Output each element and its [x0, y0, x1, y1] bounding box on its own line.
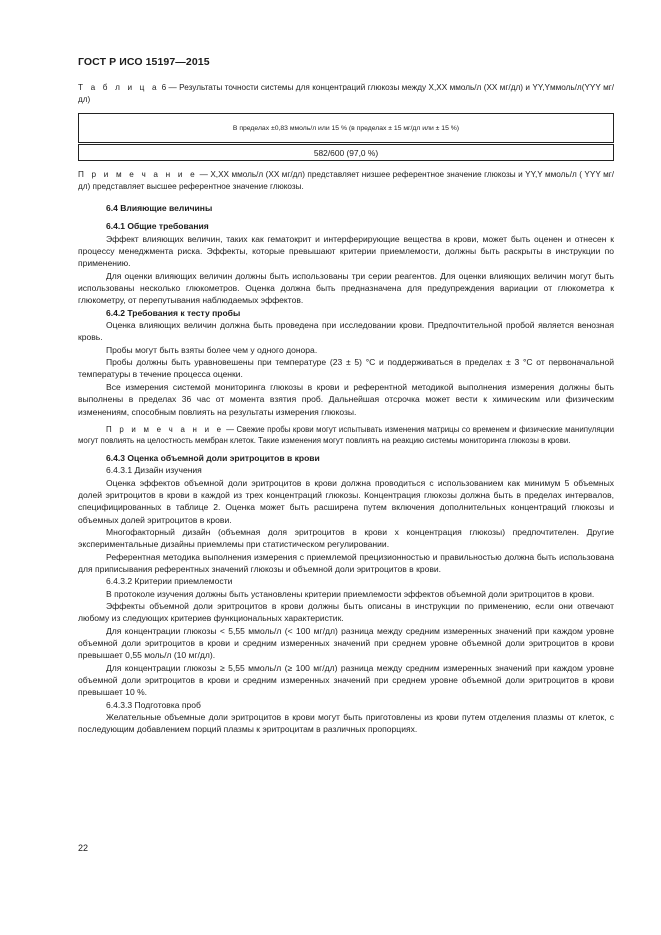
- table-note-label: П р и м е ч а н и е: [78, 170, 198, 179]
- paragraph: Референтная методика выполнения измерения с приемлемой прецизионностью и правильностью должна быть использована для приписывания референтных значений глюкозы и объемной доли эритроцитов в крови.: [78, 551, 614, 574]
- table-label: Т а б л и ц а: [78, 83, 160, 92]
- paragraph: Для концентрации глюкозы ≥ 5,55 ммоль/л (≥ 100 мг/дл) разница между средним измеренных значений при каждом уровне объемной доли эритроцитов в крови и средним измеренных значений при среднем уровне объемной доли эритроцитов в крови превышает 10 %.: [78, 662, 614, 698]
- table-header-cell: В пределах ±0,83 ммоль/л или 15 % (в пределах ± 15 мг/дл или ± 15 %): [79, 114, 614, 144]
- section-note-text: — Свежие пробы крови могут испытывать изменения матрицы со временем и физические манипуляции могут повлиять на целостность мембран клеток. Такие изменения могут повлиять на реакцию системы мониторинга глюкозы в крови.: [78, 424, 614, 445]
- section-heading-6-4-1: 6.4.1 Общие требования: [106, 221, 209, 232]
- subsection-heading-6-4-3-2: 6.4.3.2 Критерии приемлемости: [106, 576, 233, 587]
- section-heading-6-4-3: 6.4.3 Оценка объемной доли эритроцитов в крови: [106, 452, 320, 463]
- section-heading-6-4-2: 6.4.2 Требования к тесту пробы: [106, 307, 241, 318]
- paragraph: Оценка эффектов объемной доли эритроцитов в крови должна проводиться с использованием как минимум 5 объемных долей эритроцитов в крови в каждой из трех концентраций глюкозы. Концентрация глюкозы должна быть в пределах интервалов, специфицированных в таблице 2. Оценка может быть расширена путем включения дополнительных концентраций глюкозы и объемных долей эритроцитов в крови.: [78, 477, 614, 525]
- table-value-cell: 582/600 (97,0 %): [79, 144, 614, 161]
- page-number: 22: [78, 843, 89, 853]
- paragraph: Эффекты объемной доли эритроцитов в крови должны быть описаны в инструкции по применению, если они отвечают любому из следующих критериев функциональных характеристик.: [78, 600, 614, 624]
- paragraph: Многофакторный дизайн (объемная доля эритроцитов в крови х концентрация глюкозы) предпочтителен. Другие экспериментальные дизайны приемлемы при статистическом регулировании.: [78, 526, 614, 550]
- table-caption: [78, 82, 614, 105]
- table-note: [78, 169, 614, 192]
- results-table: [78, 113, 614, 161]
- document-title: ГОСТ Р ИСО 15197—2015: [78, 56, 210, 68]
- document-page: [78, 56, 614, 736]
- paragraph: Для оценки влияющих величин должны быть использованы три серии реагентов. Для оценки влияющих величин могут быть использованы несколько глюкометров. Оценка должна быть предназначена для предупреждения вариации от глюкометра к глюкометру, от перепутывания наблюдаемых эффектов.: [78, 270, 614, 306]
- document-body: [78, 202, 614, 736]
- paragraph: Пробы могут быть взяты более чем у одного донора.: [106, 344, 318, 355]
- paragraph: В протоколе изучения должны быть установлены критерии приемлемости эффектов объемной доли эритроцитов в крови.: [106, 588, 595, 599]
- subsection-heading-6-4-3-1: 6.4.3.1 Дизайн изучения: [106, 465, 202, 476]
- paragraph: Желательные объемные доли эритроцитов в крови могут быть приготовлены из крови путем отделения плазмы от клеток, с последующим добавлением порций плазмы к эритроцитам в различных пропорциях.: [78, 712, 614, 735]
- table-note-text: — Х,ХХ ммоль/л (ХХ мг/дл) представляет низшее референтное значение глюкозы и YY,Y ммоль/л ( YYY мг/дл) представляет высшее референтное значение глюкозы.: [78, 170, 614, 191]
- paragraph: Пробы должны быть уравновешены при температуре (23 ± 5) °С и поддерживаться в пределах ± 3 °С от первоначальной температуры в течение процесса оценки.: [78, 357, 614, 380]
- paragraph: Для концентрации глюкозы < 5,55 ммоль/л (< 100 мг/дл) разница между средним измеренных значений при каждом уровне объемной доли эритроцитов в крови и средним измеренных значений при среднем уровне объемной доли эритроцитов в крови превышает 0,55 моль/л (10 мг/дл).: [78, 625, 614, 661]
- section-note-label: П р и м е ч а н и е: [106, 424, 224, 434]
- paragraph: Эффект влияющих величин, таких как гематокрит и интерферирующие вещества в крови, может быть оценен и отнесен к процессу менеджмента риска. Эффекты, которые превышают критерии приемлемости, должны быть раскрыты в инструкции по применению.: [78, 233, 614, 269]
- paragraph: Оценка влияющих величин должна быть проведена при исследовании крови. Предпочтительной пробой является венозная кровь.: [78, 320, 614, 343]
- subsection-heading-6-4-3-3: 6.4.3.3 Подготовка проб: [106, 699, 201, 710]
- table-caption-text: 6 — Результаты точности системы для концентраций глюкозы между Х,ХХ ммоль/л (ХХ мг/дл) и YY,Yммоль/л(YYY мг/дл): [78, 83, 614, 104]
- section-heading-6-4: 6.4 Влияющие величины: [106, 203, 213, 213]
- paragraph: Все измерения системой мониторинга глюкозы в крови и референтной методикой выполнения измерения должны быть выполнены в пределах 36 час от момента взятия проб. Дальнейшая отсрочка может вести к химическим или физическим изменениям, способным повлиять на результаты измерения глюкозы.: [78, 381, 614, 417]
- section-note: [78, 424, 614, 446]
